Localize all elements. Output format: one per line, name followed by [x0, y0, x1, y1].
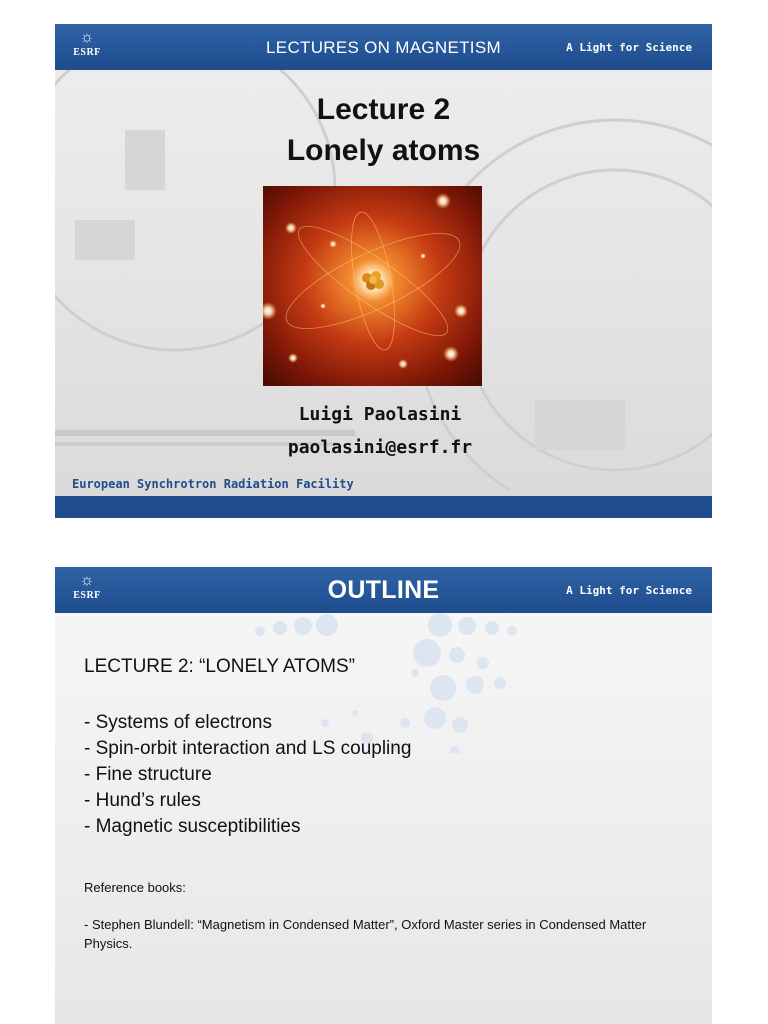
list-item: - Spin-orbit interaction and LS coupling	[84, 738, 412, 759]
list-item: - Systems of electrons	[84, 712, 272, 733]
list-item: - Hund’s rules	[84, 790, 201, 811]
lecture-title: Lonely atoms	[286, 134, 481, 167]
esrf-logo-icon: ☼ ESRF	[73, 572, 101, 601]
atom-illustration	[263, 186, 482, 386]
references-label: Reference books:	[84, 880, 186, 895]
header-title: LECTURES ON MAGNETISM	[266, 38, 501, 57]
author-name: Luigi Paolasini	[298, 404, 462, 425]
outline-bullet-list	[84, 710, 411, 840]
slide-header	[55, 567, 712, 613]
slide-header	[55, 24, 712, 70]
list-item: - Magnetic susceptibilities	[84, 816, 301, 837]
reference-item: - Stephen Blundell: “Magnetism in Condensed Matter”, Oxford Master series in Condensed Matter Physics.	[84, 917, 647, 951]
list-item: - Fine structure	[84, 764, 212, 785]
header-tagline: A Light for Science	[566, 41, 692, 54]
title-slide	[55, 24, 712, 518]
outline-slide	[55, 567, 712, 1024]
outline-heading: LECTURE 2: “LONELY ATOMS”	[84, 656, 356, 677]
footer-bar	[55, 496, 712, 518]
lecture-number: Lecture 2	[316, 93, 451, 126]
esrf-logo-icon: ☼ ESRF	[73, 29, 101, 58]
header-tagline: A Light for Science	[566, 584, 692, 597]
author-email: paolasini@esrf.fr	[287, 437, 473, 458]
footer-institution: European Synchrotron Radiation Facility	[72, 477, 354, 491]
header-title: OUTLINE	[327, 576, 440, 604]
